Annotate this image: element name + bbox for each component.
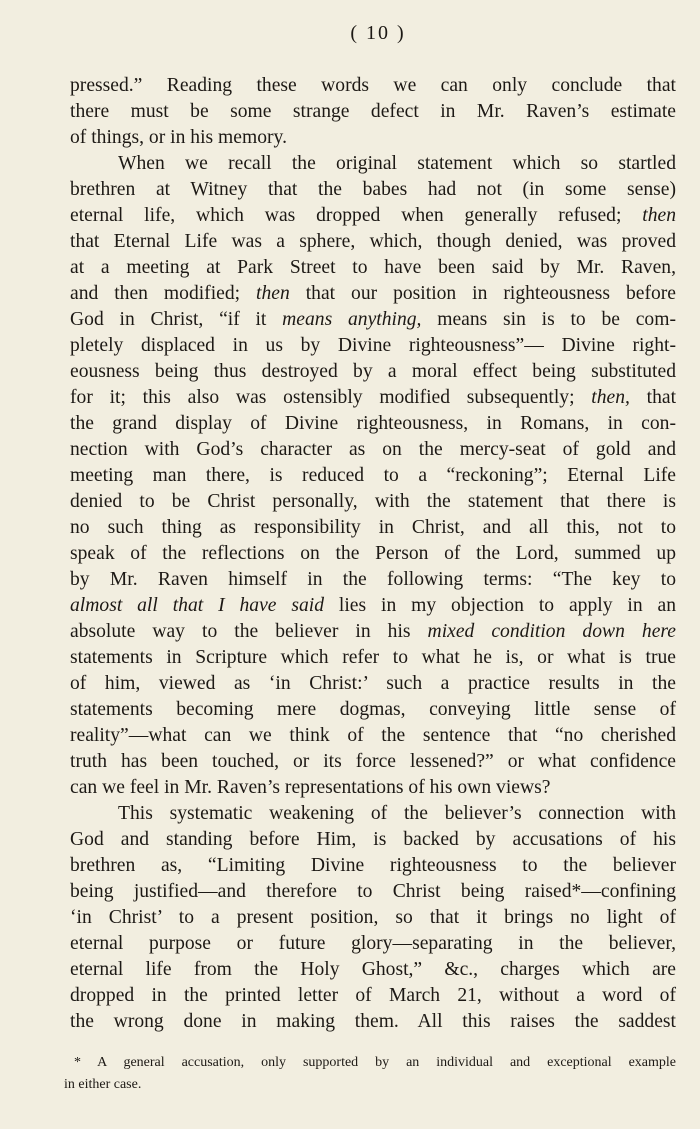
text-line	[70, 99, 676, 125]
text-line	[70, 385, 676, 411]
text-line	[70, 593, 676, 619]
italic-text: then	[256, 283, 290, 304]
text-line	[70, 957, 676, 983]
text-line	[70, 437, 676, 463]
text-segment: lies in my objection to apply in an	[324, 595, 677, 616]
text-segment: reality”—what can we think of the sentence that “no cherished	[70, 725, 676, 746]
text-segment: truth has been touched, or its force lessened?” or what confidence	[70, 751, 676, 772]
text-segment: denied to be Christ personally, with the statement that there is	[70, 491, 676, 512]
text-segment: eousness being thus destroyed by a moral effect being substituted	[70, 361, 676, 382]
text-segment: pletely displaced in us by Divine righteousness”— Divine right-	[70, 335, 676, 356]
italic-text: then,	[591, 387, 630, 408]
text-line	[70, 983, 676, 1009]
text-segment: pressed.” Reading these words we can only conclude that	[70, 75, 676, 96]
text-line	[70, 333, 676, 359]
footnote-line: * A general accusation, only supported by an individual and exceptional example	[74, 1055, 676, 1070]
text-segment: that our position in righteousness before	[289, 283, 676, 304]
text-line	[70, 177, 676, 203]
text-segment: speak of the reflections on the Person of the Lord, summed up	[70, 543, 676, 564]
text-line	[70, 489, 676, 515]
text-line	[70, 749, 676, 775]
text-segment: dropped in the printed letter of March 21, without a word of	[70, 985, 676, 1006]
text-segment: eternal life, which was dropped when generally refused;	[70, 205, 643, 226]
page-number: ( 10 )	[350, 22, 406, 44]
text-line	[70, 931, 676, 957]
body-text	[70, 73, 676, 1035]
text-line	[70, 515, 676, 541]
text-segment: the wrong done in making them. All this raises the saddest	[70, 1011, 676, 1032]
text-line	[70, 359, 676, 385]
text-segment: the grand display of Divine righteousness, in Romans, in con-	[70, 413, 676, 434]
text-segment: brethren at Witney that the babes had not (in some sense)	[70, 179, 676, 200]
text-segment: When we recall the original statement which so startled	[118, 153, 676, 174]
text-segment: meeting man there, is reduced to a “reckoning”; Eternal Life	[70, 465, 676, 486]
italic-text: mixed condition down here	[427, 621, 676, 642]
italic-text: then	[642, 205, 676, 226]
text-segment: of things, or in his memory.	[70, 127, 287, 148]
italic-text: almost all that I have said	[70, 595, 325, 616]
text-segment: ‘in Christ’ to a present position, so that it brings no light of	[70, 907, 676, 928]
text-line	[70, 619, 676, 645]
text-line	[70, 151, 676, 177]
text-line	[70, 281, 676, 307]
text-segment: that	[629, 387, 677, 408]
text-line	[70, 697, 676, 723]
text-segment: nection with God’s character as on the mercy-seat of gold and	[70, 439, 676, 460]
text-segment: of him, viewed as ‘in Christ:’ such a practice results in the	[70, 673, 676, 694]
text-segment: at a meeting at Park Street to have been said by Mr. Raven,	[70, 257, 676, 278]
text-line	[70, 73, 676, 99]
text-line	[70, 801, 676, 827]
text-segment: being justified—and therefore to Christ being raised*—confining	[70, 881, 676, 902]
text-line	[70, 645, 676, 671]
text-line	[70, 567, 676, 593]
text-segment: eternal purpose or future glory—separating in the believer,	[70, 933, 676, 954]
text-line	[70, 905, 676, 931]
text-segment: means sin is to be com-	[421, 309, 676, 330]
text-segment: by Mr. Raven himself in the following terms: “The key to	[70, 569, 676, 590]
text-line	[70, 255, 676, 281]
text-segment: no such thing as responsibility in Christ, and all this, not to	[70, 517, 676, 538]
text-segment: for it; this also was ostensibly modified subsequently;	[70, 387, 592, 408]
text-line	[70, 541, 676, 567]
text-line	[70, 853, 676, 879]
text-line	[70, 307, 676, 333]
italic-text: means anything,	[282, 309, 422, 330]
text-line	[70, 723, 676, 749]
text-line	[70, 1009, 676, 1035]
text-line	[70, 827, 676, 853]
text-segment: This systematic weakening of the believer’s connection with	[118, 803, 676, 824]
text-line	[70, 775, 676, 801]
text-segment: absolute way to the believer in his	[70, 621, 428, 642]
text-line	[70, 229, 676, 255]
text-line	[70, 411, 676, 437]
text-line	[70, 125, 676, 151]
footnote	[64, 1052, 676, 1096]
text-line	[70, 879, 676, 905]
text-segment: and then modified;	[70, 283, 257, 304]
text-segment: statements in Scripture which refer to what he is, or what is true	[70, 647, 676, 668]
text-segment: statements becoming mere dogmas, conveying little sense of	[70, 699, 676, 720]
text-line	[70, 671, 676, 697]
text-line	[70, 203, 676, 229]
text-segment: there must be some strange defect in Mr. Raven’s estimate	[70, 101, 676, 122]
text-segment: can we feel in Mr. Raven’s representations of his own views?	[70, 777, 551, 798]
text-segment: God in Christ, “if it	[70, 309, 283, 330]
text-segment: brethren as, “Limiting Divine righteousness to the believer	[70, 855, 676, 876]
text-segment: that Eternal Life was a sphere, which, though denied, was proved	[70, 231, 676, 252]
text-line	[70, 463, 676, 489]
text-segment: God and standing before Him, is backed by accusations of his	[70, 829, 676, 850]
text-segment: eternal life from the Holy Ghost,” &c., charges which are	[70, 959, 676, 980]
footnote-line: in either case.	[64, 1077, 142, 1092]
